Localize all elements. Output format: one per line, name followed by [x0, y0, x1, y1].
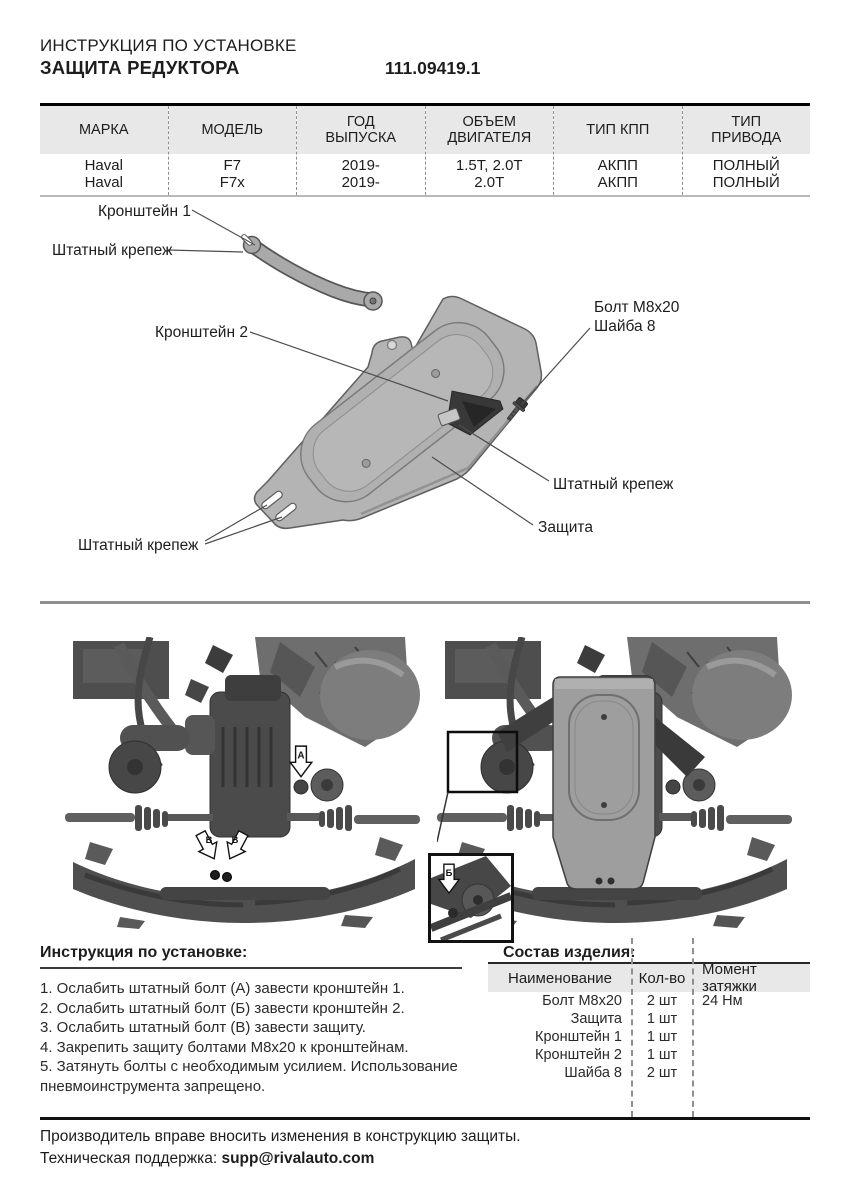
leader-line: [192, 210, 255, 245]
part-name: Болт М8х20: [542, 993, 622, 1009]
svg-text:А: А: [297, 750, 305, 762]
parts-table-divider: [631, 938, 633, 1117]
instruction-step: 4. Закрепить защиту болтами М8х20 к кронштейнам.: [40, 1038, 409, 1056]
parts-table-header: [488, 961, 810, 995]
parts-table: [488, 962, 810, 1082]
instruction-step: 3. Ослабить штатный болт (В) завести защиту.: [40, 1019, 366, 1036]
doc-title-line2: ЗАЩИТА РЕДУКТОРА: [40, 57, 240, 78]
label-stock-fastener-top: Штатный крепеж: [52, 242, 173, 259]
label-guard: Защита: [538, 519, 593, 536]
table-cell: 1.5T, 2.0T: [455, 157, 523, 174]
svg-text:Б: Б: [445, 868, 453, 879]
column-header: ТИП КПП: [554, 106, 682, 154]
instruction-step: 5. Затянуть болты с необходимым усилием. Использование пневмоинструмента запрещено.: [40, 1058, 458, 1095]
horizontal-separator: [40, 601, 810, 604]
part-qty: 1 шт: [646, 1047, 678, 1063]
parts-row: [488, 1028, 810, 1046]
parts-row: [488, 1064, 810, 1082]
part-name: Защита: [570, 1011, 622, 1027]
table-cell: 2019-: [341, 157, 380, 174]
vehicle-table-col-brand: [40, 106, 169, 195]
instructions-title-rule: [40, 967, 462, 969]
table-cell: АКПП: [597, 157, 638, 174]
column-header: Кол-во: [638, 969, 686, 987]
installation-photos: [0, 637, 848, 942]
table-cell: 2.0T: [474, 174, 505, 191]
part-qty: 2 шт: [646, 993, 678, 1009]
parts-row: [488, 992, 810, 1010]
instructions-list: [40, 979, 480, 1096]
leader-line: [205, 517, 282, 544]
label-stock-fastener-bottom: Штатный крепеж: [78, 537, 199, 554]
part-number: 111.09419.1: [385, 58, 481, 78]
table-cell: АКПП: [597, 174, 638, 191]
installed-guard-plate: [553, 677, 655, 889]
exploded-view-diagram: [0, 195, 848, 607]
instruction-step: 2. Ослабить штатный болт (Б) завести кронштейн 2.: [40, 999, 405, 1017]
part-qty: 1 шт: [646, 1029, 678, 1045]
photo-before-install: [65, 637, 420, 930]
instructions-title: Инструкция по установке:: [40, 944, 248, 961]
column-header: ТИП ПРИВОДА: [683, 106, 811, 154]
column-header: ОБЪЕМ ДВИГАТЕЛЯ: [426, 106, 554, 154]
part-qty: 2 шт: [646, 1065, 678, 1081]
table-cell: F7: [223, 157, 241, 174]
vehicle-table-col-year: [297, 106, 426, 195]
table-cell: 2019-: [341, 174, 380, 191]
vehicle-table: [40, 103, 810, 197]
part-qty: 1 шт: [646, 1011, 678, 1027]
part-name: Шайба 8: [564, 1065, 622, 1081]
leader-line: [432, 457, 533, 525]
vehicle-table-col-drive: [683, 106, 811, 195]
column-header: Наименование: [508, 969, 612, 987]
svg-text:В: В: [205, 835, 213, 846]
parts-table-divider: [692, 938, 694, 1117]
label-stock-fastener-right: Штатный крепеж: [553, 476, 674, 493]
photo-inset-detail: [428, 853, 514, 943]
instruction-step: 1. Ослабить штатный болт (А) завести кронштейн 1.: [40, 980, 405, 997]
table-cell: F7x: [219, 174, 245, 191]
column-header: Момент затяжки: [702, 961, 757, 995]
footer-disclaimer: Производитель вправе вносить изменения в конструкцию защиты.: [40, 1128, 521, 1145]
column-header: МОДЕЛЬ: [169, 106, 297, 154]
leader-line: [205, 505, 267, 541]
label-bracket2: Кронштейн 2: [155, 324, 248, 341]
label-washer: Шайба 8: [594, 318, 656, 335]
table-cell: ПОЛНЫЙ: [712, 157, 780, 174]
bracket1-drawing: [241, 234, 382, 310]
doc-title-line1: ИНСТРУКЦИЯ ПО УСТАНОВКЕ: [40, 36, 297, 55]
column-header: ГОД ВЫПУСКА: [297, 106, 425, 154]
parts-row: [488, 1046, 810, 1064]
leader-line: [168, 250, 243, 252]
support-email: supp@rivalauto.com: [221, 1150, 375, 1167]
vehicle-table-col-gearbox: [554, 106, 683, 195]
vehicle-table-col-model: [169, 106, 298, 195]
table-cell: ПОЛНЫЙ: [712, 174, 780, 191]
column-header: МАРКА: [40, 106, 168, 154]
plate-ear-hole: [388, 341, 397, 350]
part-torque: 24 Нм: [702, 993, 743, 1009]
part-name: Кронштейн 1: [535, 1029, 622, 1045]
label-bracket1: Кронштейн 1: [98, 203, 191, 220]
footer-support: [40, 1150, 374, 1168]
vehicle-table-col-engine: [426, 106, 555, 195]
label-bolt: Болт М8х20: [594, 299, 680, 316]
support-label: Техническая поддержка:: [40, 1150, 222, 1167]
parts-row: [488, 1010, 810, 1028]
svg-text:В: В: [231, 835, 239, 846]
parts-list-title: Состав изделия:: [503, 944, 636, 961]
table-cell: Haval: [84, 174, 123, 191]
footer-rule: [40, 1117, 810, 1120]
table-cell: Haval: [84, 157, 123, 174]
part-name: Кронштейн 2: [535, 1047, 622, 1063]
